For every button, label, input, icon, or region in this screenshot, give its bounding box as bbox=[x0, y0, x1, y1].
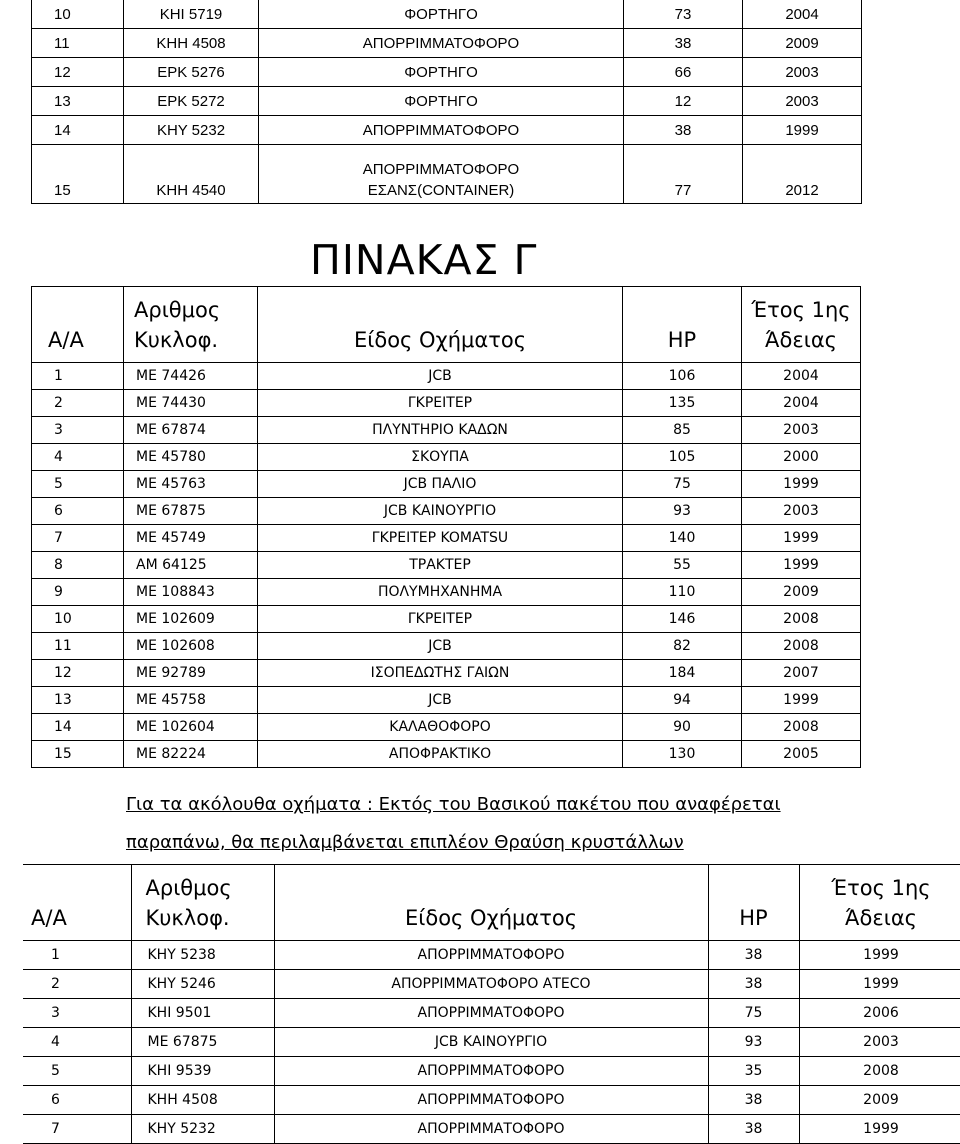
table-row bbox=[32, 687, 861, 714]
note-line-2: παραπάνω, θα περιλαμβάνεται επιπλέον Θραύση κρυστάλλων bbox=[126, 832, 684, 853]
table-row bbox=[32, 660, 861, 687]
header-plate bbox=[124, 287, 258, 363]
plate-number: ΜΕ 67875 bbox=[131, 1028, 274, 1057]
vehicle-table-extra bbox=[23, 864, 960, 1144]
row-number: 1 bbox=[32, 363, 124, 390]
table-row bbox=[32, 390, 861, 417]
row-number: 2 bbox=[23, 970, 131, 999]
table-row bbox=[32, 145, 862, 204]
vehicle-type: JCB ΠΑΛΙΟ bbox=[258, 471, 623, 498]
row-number: 6 bbox=[32, 498, 124, 525]
vehicle-type: ΤΡΑΚΤΕΡ bbox=[258, 552, 623, 579]
horsepower: 12 bbox=[624, 87, 743, 116]
license-year: 2000 bbox=[742, 444, 861, 471]
row-number: 14 bbox=[32, 116, 124, 145]
table-row bbox=[32, 363, 861, 390]
vehicle-type: JCB bbox=[258, 363, 623, 390]
horsepower: 66 bbox=[624, 58, 743, 87]
header-year-line1: Έτος 1ης bbox=[751, 298, 851, 322]
license-year: 2005 bbox=[742, 741, 861, 768]
license-year: 2003 bbox=[742, 417, 861, 444]
table-header-row bbox=[23, 865, 960, 941]
vehicle-type: JCB bbox=[258, 633, 623, 660]
row-number: 6 bbox=[23, 1086, 131, 1115]
row-number: 2 bbox=[32, 390, 124, 417]
license-year: 1999 bbox=[742, 471, 861, 498]
plate-number: ΜΕ 45780 bbox=[124, 444, 258, 471]
header-aa: Α/Α bbox=[23, 865, 131, 941]
plate-number: ΜΕ 45763 bbox=[124, 471, 258, 498]
table-row bbox=[32, 552, 861, 579]
license-year: 2006 bbox=[799, 999, 960, 1028]
vehicle-type: ΣΚΟΥΠΑ bbox=[258, 444, 623, 471]
license-year: 2009 bbox=[799, 1086, 960, 1115]
vehicle-type: ΓΚΡΕΙΤΕΡ bbox=[258, 606, 623, 633]
horsepower: 38 bbox=[624, 29, 743, 58]
horsepower: 135 bbox=[623, 390, 742, 417]
horsepower: 106 bbox=[623, 363, 742, 390]
horsepower: 75 bbox=[708, 999, 799, 1028]
license-year: 1999 bbox=[799, 941, 960, 970]
row-number: 1 bbox=[23, 941, 131, 970]
row-number: 7 bbox=[32, 525, 124, 552]
plate-number: ΚΗΥ 5246 bbox=[131, 970, 274, 999]
plate-number: ΕΡΚ 5276 bbox=[124, 58, 259, 87]
vehicle-type: ΑΠΟΡΡΙΜΜΑΤΟΦΟΡΟ bbox=[259, 29, 624, 58]
plate-number: ΚΗΥ 5232 bbox=[131, 1115, 274, 1144]
horsepower: 77 bbox=[624, 145, 743, 204]
license-year: 2009 bbox=[743, 29, 862, 58]
license-year: 2007 bbox=[742, 660, 861, 687]
vehicle-type: ΑΠΟΡΡΙΜΜΑΤΟΦΟΡΟ bbox=[274, 1115, 708, 1144]
horsepower: 38 bbox=[708, 1086, 799, 1115]
horsepower: 55 bbox=[623, 552, 742, 579]
table-row bbox=[23, 970, 960, 999]
license-year: 2003 bbox=[743, 87, 862, 116]
horsepower: 38 bbox=[708, 970, 799, 999]
license-year: 2003 bbox=[743, 58, 862, 87]
vehicle-type: ΦΟΡΤΗΓΟ bbox=[259, 0, 624, 29]
horsepower: 38 bbox=[624, 116, 743, 145]
horsepower: 146 bbox=[623, 606, 742, 633]
plate-number: ΜΕ 67874 bbox=[124, 417, 258, 444]
table-row bbox=[32, 471, 861, 498]
plate-number: ΚΗΗ 4540 bbox=[124, 145, 259, 204]
row-number: 13 bbox=[32, 687, 124, 714]
table-row bbox=[23, 999, 960, 1028]
horsepower: 105 bbox=[623, 444, 742, 471]
license-year: 1999 bbox=[742, 552, 861, 579]
horsepower: 85 bbox=[623, 417, 742, 444]
row-number: 14 bbox=[32, 714, 124, 741]
vehicle-type: JCB bbox=[258, 687, 623, 714]
row-number: 15 bbox=[32, 741, 124, 768]
vehicle-type: ΠΛΥΝΤΗΡΙΟ ΚΑΔΩΝ bbox=[258, 417, 623, 444]
plate-number: ΜΕ 92789 bbox=[124, 660, 258, 687]
table-row bbox=[23, 1086, 960, 1115]
vehicle-type: ΑΠΟΦΡΑΚΤΙΚΟ bbox=[258, 741, 623, 768]
vehicle-type: ΓΚΡΕΙΤΕΡ bbox=[258, 390, 623, 417]
header-year-line2: Άδειας bbox=[764, 328, 837, 352]
header-type: Είδος Οχήματος bbox=[258, 287, 623, 363]
plate-number: ΜΕ 45749 bbox=[124, 525, 258, 552]
row-number: 11 bbox=[32, 29, 124, 58]
header-plate-line2: Κυκλοφ. bbox=[134, 328, 219, 352]
header-plate-line2: Κυκλοφ. bbox=[145, 906, 230, 930]
table-row bbox=[32, 0, 862, 29]
row-number: 7 bbox=[23, 1115, 131, 1144]
vehicle-type: ΦΟΡΤΗΓΟ bbox=[259, 87, 624, 116]
row-number: 11 bbox=[32, 633, 124, 660]
table-row bbox=[32, 714, 861, 741]
row-number: 15 bbox=[32, 145, 124, 204]
vehicle-type: JCB ΚΑΙΝΟΥΡΓΙΟ bbox=[258, 498, 623, 525]
license-year: 1999 bbox=[743, 116, 862, 145]
header-year bbox=[799, 865, 960, 941]
horsepower: 94 bbox=[623, 687, 742, 714]
vehicle-type: ΦΟΡΤΗΓΟ bbox=[259, 58, 624, 87]
plate-number: ΚΗΙ 5719 bbox=[124, 0, 259, 29]
plate-number: ΜΕ 102609 bbox=[124, 606, 258, 633]
row-number: 3 bbox=[32, 417, 124, 444]
horsepower: 38 bbox=[708, 1115, 799, 1144]
header-type: Είδος Οχήματος bbox=[274, 865, 708, 941]
horsepower: 35 bbox=[708, 1057, 799, 1086]
plate-number: ΚΗΗ 4508 bbox=[124, 29, 259, 58]
horsepower: 38 bbox=[708, 941, 799, 970]
vehicle-table-top-body bbox=[32, 0, 862, 145]
horsepower: 130 bbox=[623, 741, 742, 768]
row-number: 10 bbox=[32, 0, 124, 29]
vehicle-type: JCB ΚΑΙΝΟΥΡΓΙΟ bbox=[274, 1028, 708, 1057]
header-year-line1: Έτος 1ης bbox=[831, 876, 931, 900]
vehicle-table-g bbox=[31, 286, 861, 768]
vehicle-type: ΠΟΛΥΜΗΧΑΝΗΜΑ bbox=[258, 579, 623, 606]
table-row bbox=[32, 417, 861, 444]
header-hp: HP bbox=[708, 865, 799, 941]
vehicle-table-extra-body bbox=[23, 941, 960, 1144]
license-year: 2004 bbox=[742, 390, 861, 417]
plate-number: ΜΕ 102608 bbox=[124, 633, 258, 660]
vehicle-table-g-body bbox=[32, 363, 861, 768]
row-number: 4 bbox=[32, 444, 124, 471]
license-year: 2008 bbox=[742, 606, 861, 633]
vehicle-type: ΑΠΟΡΡΙΜΜΑΤΟΦΟΡΟ bbox=[274, 1086, 708, 1115]
table-row bbox=[32, 579, 861, 606]
row-number: 5 bbox=[32, 471, 124, 498]
horsepower: 184 bbox=[623, 660, 742, 687]
row-number: 5 bbox=[23, 1057, 131, 1086]
table-row bbox=[32, 444, 861, 471]
table-row bbox=[32, 525, 861, 552]
vehicle-type: ΓΚΡΕΙΤΕΡ KOMATSU bbox=[258, 525, 623, 552]
vehicle-type: ΚΑΛΑΘΟΦΟΡΟ bbox=[258, 714, 623, 741]
plate-number: ΜΕ 82224 bbox=[124, 741, 258, 768]
vehicle-type: ΑΠΟΡΡΙΜΜΑΤΟΦΟΡΟ bbox=[274, 941, 708, 970]
plate-number: ΚΗΥ 5238 bbox=[131, 941, 274, 970]
table-row bbox=[23, 1057, 960, 1086]
plate-number: ΜΕ 74426 bbox=[124, 363, 258, 390]
license-year: 2008 bbox=[742, 714, 861, 741]
vehicle-type: ΑΠΟΡΡΙΜΜΑΤΟΦΟΡΟ ΑΤΕCO bbox=[274, 970, 708, 999]
table-row bbox=[32, 498, 861, 525]
license-year: 1999 bbox=[799, 1115, 960, 1144]
vehicle-type: ΑΠΟΡΡΙΜΜΑΤΟΦΟΡΟ bbox=[274, 1057, 708, 1086]
header-aa: Α/Α bbox=[32, 287, 124, 363]
header-plate-line1: Αριθμος bbox=[145, 876, 232, 900]
horsepower: 93 bbox=[623, 498, 742, 525]
vehicle-type-line1: ΑΠΟΡΡΙΜΜΑΤΟΦΟΡΟ bbox=[362, 161, 520, 178]
horsepower: 73 bbox=[624, 0, 743, 29]
license-year: 1999 bbox=[742, 525, 861, 552]
table-row bbox=[32, 58, 862, 87]
license-year: 2012 bbox=[743, 145, 862, 204]
plate-number: ΚΗΙ 9501 bbox=[131, 999, 274, 1028]
plate-number: ΚΗΥ 5232 bbox=[124, 116, 259, 145]
plate-number: ΜΕ 102604 bbox=[124, 714, 258, 741]
plate-number: ΚΗΗ 4508 bbox=[131, 1086, 274, 1115]
note-line-1: Για τα ακόλουθα οχήματα : Εκτός του Βασικού πακέτου που αναφέρεται bbox=[126, 794, 781, 815]
license-year: 2003 bbox=[799, 1028, 960, 1057]
license-year: 1999 bbox=[799, 970, 960, 999]
plate-number: ΜΕ 45758 bbox=[124, 687, 258, 714]
license-year: 1999 bbox=[742, 687, 861, 714]
horsepower: 93 bbox=[708, 1028, 799, 1057]
horsepower: 90 bbox=[623, 714, 742, 741]
table-row bbox=[23, 1115, 960, 1144]
horsepower: 110 bbox=[623, 579, 742, 606]
header-year bbox=[742, 287, 861, 363]
vehicle-type: ΑΠΟΡΡΙΜΜΑΤΟΦΟΡΟ bbox=[259, 116, 624, 145]
row-number: 3 bbox=[23, 999, 131, 1028]
row-number: 13 bbox=[32, 87, 124, 116]
row-number: 8 bbox=[32, 552, 124, 579]
horsepower: 140 bbox=[623, 525, 742, 552]
table-row bbox=[32, 87, 862, 116]
vehicle-type: ΑΠΟΡΡΙΜΜΑΤΟΦΟΡΟ bbox=[274, 999, 708, 1028]
license-year: 2009 bbox=[742, 579, 861, 606]
license-year: 2004 bbox=[743, 0, 862, 29]
header-plate-line1: Αριθμος bbox=[134, 298, 221, 322]
plate-number: ΕΡΚ 5272 bbox=[124, 87, 259, 116]
license-year: 2003 bbox=[742, 498, 861, 525]
license-year: 2008 bbox=[799, 1057, 960, 1086]
plate-number: ΜΕ 67875 bbox=[124, 498, 258, 525]
table-row bbox=[32, 606, 861, 633]
horsepower: 82 bbox=[623, 633, 742, 660]
table-row bbox=[32, 741, 861, 768]
plate-number: ΜΕ 108843 bbox=[124, 579, 258, 606]
table-row bbox=[32, 633, 861, 660]
row-number: 9 bbox=[32, 579, 124, 606]
table-row bbox=[32, 29, 862, 58]
row-number: 10 bbox=[32, 606, 124, 633]
license-year: 2008 bbox=[742, 633, 861, 660]
plate-number: ΚΗΙ 9539 bbox=[131, 1057, 274, 1086]
table-row bbox=[23, 1028, 960, 1057]
vehicle-table-top bbox=[31, 0, 862, 204]
vehicle-type bbox=[259, 145, 624, 204]
table-row bbox=[32, 116, 862, 145]
row-number: 12 bbox=[32, 58, 124, 87]
header-year-line2: Άδειας bbox=[844, 906, 917, 930]
vehicle-type-line2: ΕΣΑΝΣ(CONTAINER) bbox=[367, 182, 515, 199]
header-plate bbox=[131, 865, 274, 941]
vehicle-type: ΙΣΟΠΕΔΩΤΗΣ ΓΑΙΩΝ bbox=[258, 660, 623, 687]
table-row bbox=[23, 941, 960, 970]
page-title: ΠΙΝΑΚΑΣ Γ bbox=[310, 236, 538, 284]
row-number: 4 bbox=[23, 1028, 131, 1057]
row-number: 12 bbox=[32, 660, 124, 687]
plate-number: ΑΜ 64125 bbox=[124, 552, 258, 579]
license-year: 2004 bbox=[742, 363, 861, 390]
header-hp: HP bbox=[623, 287, 742, 363]
plate-number: ΜΕ 74430 bbox=[124, 390, 258, 417]
table-header-row bbox=[32, 287, 861, 363]
horsepower: 75 bbox=[623, 471, 742, 498]
